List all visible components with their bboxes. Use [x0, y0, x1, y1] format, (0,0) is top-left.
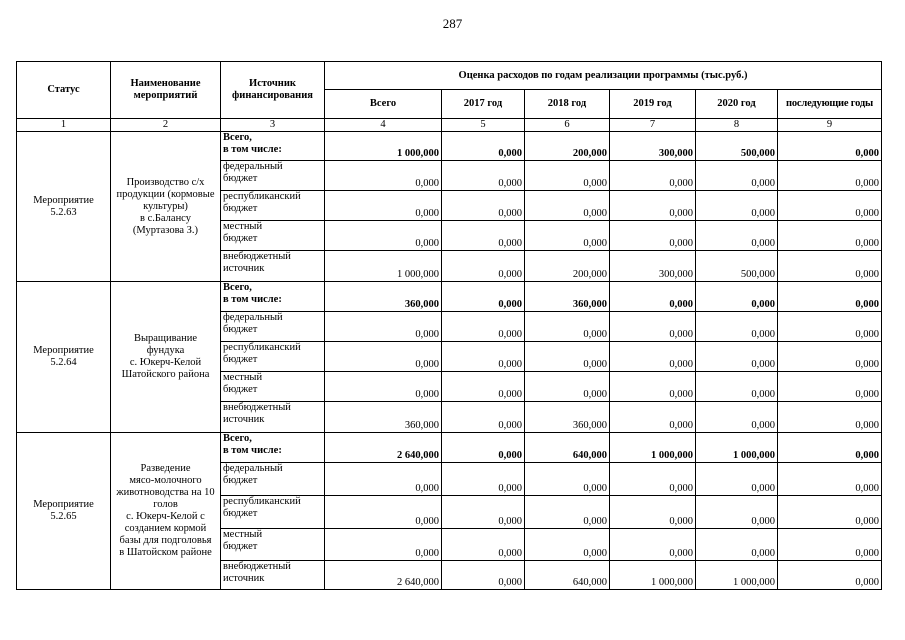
amount-cell: 2 640,000	[325, 561, 442, 590]
event-name-line: Производство с/х	[126, 176, 205, 188]
amount-cell: 500,000	[696, 251, 778, 282]
funding-source-line: источник	[223, 263, 265, 274]
amount-cell: 0,000	[696, 221, 778, 251]
event-name-line: культуры)	[143, 200, 188, 212]
funding-source-line: местный	[223, 529, 263, 540]
amount-cell: 640,000	[525, 433, 610, 463]
amount-cell: 0,000	[778, 496, 882, 529]
amount-cell: 0,000	[442, 191, 525, 221]
amount-cell: 0,000	[778, 132, 882, 161]
amount-cell: 0,000	[610, 402, 696, 433]
amount-cell: 200,000	[525, 251, 610, 282]
event-name-cell	[111, 433, 221, 590]
table-row	[17, 433, 882, 463]
amount-cell: 0,000	[610, 221, 696, 251]
event-name-line: фундука	[146, 345, 185, 356]
column-index: 4	[325, 119, 442, 132]
funding-source-line: бюджет	[223, 354, 258, 365]
amount-cell: 0,000	[696, 463, 778, 496]
amount-cell: 360,000	[525, 282, 610, 312]
col-header-year: последующие годы	[778, 90, 882, 119]
amount-cell: 0,000	[442, 496, 525, 529]
funding-source-line: Всего,	[223, 282, 252, 293]
funding-source-cell	[221, 402, 325, 433]
funding-source-line: республиканский	[223, 496, 301, 507]
amount-cell: 0,000	[325, 372, 442, 402]
amount-cell: 200,000	[525, 132, 610, 161]
funding-source-line: местный	[223, 372, 263, 383]
amount-cell: 0,000	[778, 282, 882, 312]
funding-source-line: республиканский	[223, 342, 301, 353]
event-name-line: в Шатойском районе	[119, 547, 212, 558]
amount-cell: 0,000	[696, 191, 778, 221]
col-header-year: 2020 год	[696, 90, 778, 119]
col-header-estimate: Оценка расходов по годам реализации программы (тыс.руб.)	[325, 62, 882, 90]
funding-source-line: внебюджетный	[223, 402, 291, 413]
amount-cell: 0,000	[778, 342, 882, 372]
amount-cell: 0,000	[610, 342, 696, 372]
amount-cell: 0,000	[696, 312, 778, 342]
amount-cell: 640,000	[525, 561, 610, 590]
amount-cell: 1 000,000	[325, 251, 442, 282]
amount-cell: 0,000	[525, 372, 610, 402]
funding-source-line: федеральный	[223, 312, 283, 323]
event-name-line: Выращивание	[133, 333, 198, 344]
col-header-source: Источник финансирования	[221, 62, 325, 119]
amount-cell: 0,000	[442, 161, 525, 191]
funding-source-line: бюджет	[223, 384, 258, 395]
funding-source-line: в том числе:	[223, 144, 282, 155]
funding-source-cell	[221, 372, 325, 402]
funding-source-cell	[221, 132, 325, 161]
amount-cell: 1 000,000	[610, 561, 696, 590]
column-index: 3	[221, 119, 325, 132]
amount-cell: 0,000	[778, 161, 882, 191]
amount-cell: 0,000	[325, 496, 442, 529]
amount-cell: 0,000	[696, 402, 778, 433]
column-index: 5	[442, 119, 525, 132]
budget-table	[16, 61, 882, 590]
funding-source-cell	[221, 282, 325, 312]
funding-source-cell	[221, 312, 325, 342]
amount-cell: 0,000	[525, 312, 610, 342]
amount-cell: 0,000	[325, 161, 442, 191]
column-index: 6	[525, 119, 610, 132]
amount-cell: 0,000	[325, 342, 442, 372]
amount-cell: 0,000	[442, 433, 525, 463]
event-name-line: созданием кормой	[124, 523, 207, 534]
event-name-line: голов	[153, 499, 178, 510]
amount-cell: 0,000	[525, 496, 610, 529]
amount-cell: 0,000	[610, 372, 696, 402]
amount-cell: 0,000	[442, 312, 525, 342]
funding-source-line: источник	[223, 414, 265, 425]
amount-cell: 0,000	[610, 529, 696, 561]
amount-cell: 0,000	[778, 251, 882, 282]
col-header-year: 2017 год	[442, 90, 525, 119]
amount-cell: 1 000,000	[325, 132, 442, 161]
event-status-line: 5.2.65	[50, 511, 77, 522]
funding-source-line: внебюджетный	[223, 561, 291, 572]
amount-cell: 0,000	[696, 372, 778, 402]
event-name-line: продукции (кормовые	[116, 188, 215, 200]
event-name-line: с. Юкерч-Келой	[129, 357, 202, 368]
amount-cell: 0,000	[442, 132, 525, 161]
funding-source-cell	[221, 496, 325, 529]
amount-cell: 0,000	[696, 496, 778, 529]
funding-source-line: бюджет	[223, 173, 258, 184]
table-row	[17, 132, 882, 161]
amount-cell: 0,000	[442, 251, 525, 282]
table-body	[17, 132, 882, 590]
funding-source-cell	[221, 561, 325, 590]
amount-cell: 0,000	[442, 402, 525, 433]
amount-cell: 0,000	[525, 161, 610, 191]
amount-cell: 0,000	[442, 282, 525, 312]
amount-cell: 0,000	[778, 433, 882, 463]
funding-source-line: Всего,	[223, 132, 252, 143]
event-name-line: в с.Балансу	[140, 212, 191, 224]
amount-cell: 360,000	[525, 402, 610, 433]
column-index: 9	[778, 119, 882, 132]
amount-cell: 0,000	[325, 312, 442, 342]
col-header-year: 2019 год	[610, 90, 696, 119]
amount-cell: 0,000	[610, 282, 696, 312]
amount-cell: 360,000	[325, 402, 442, 433]
funding-source-line: местный	[223, 221, 263, 232]
event-status-line: 5.2.63	[50, 206, 77, 218]
amount-cell: 0,000	[610, 496, 696, 529]
funding-source-cell	[221, 221, 325, 251]
table-row	[17, 282, 882, 312]
column-index: 8	[696, 119, 778, 132]
amount-cell: 1 000,000	[696, 561, 778, 590]
event-name-line: животноводства на 10	[116, 487, 215, 498]
funding-source-line: в том числе:	[223, 445, 282, 456]
event-status-cell	[17, 132, 111, 282]
amount-cell: 300,000	[610, 251, 696, 282]
event-name-line: Разведение	[140, 463, 191, 474]
funding-source-cell	[221, 529, 325, 561]
amount-cell: 0,000	[442, 529, 525, 561]
funding-source-cell	[221, 161, 325, 191]
funding-source-line: бюджет	[223, 324, 258, 335]
amount-cell: 0,000	[778, 221, 882, 251]
event-name-cell	[111, 132, 221, 282]
funding-source-line: бюджет	[223, 233, 258, 244]
amount-cell: 0,000	[442, 221, 525, 251]
amount-cell: 0,000	[525, 529, 610, 561]
event-name-line: (Муртазова З.)	[132, 224, 199, 236]
funding-source-line: республиканский	[223, 191, 301, 202]
funding-source-line: Всего,	[223, 433, 252, 444]
funding-source-line: федеральный	[223, 463, 283, 474]
funding-source-line: бюджет	[223, 475, 258, 486]
amount-cell: 0,000	[778, 191, 882, 221]
event-name-line: с. Юкерч-Келой с	[126, 511, 205, 522]
amount-cell: 0,000	[696, 282, 778, 312]
funding-source-line: бюджет	[223, 203, 258, 214]
col-header-status: Статус	[17, 62, 111, 119]
amount-cell: 500,000	[696, 132, 778, 161]
event-status-cell	[17, 282, 111, 433]
col-header-name: Наименование мероприятий	[111, 62, 221, 119]
amount-cell: 0,000	[778, 529, 882, 561]
amount-cell: 0,000	[325, 191, 442, 221]
event-status-line: Мероприятие	[33, 499, 94, 510]
amount-cell: 0,000	[442, 342, 525, 372]
amount-cell: 0,000	[610, 463, 696, 496]
amount-cell: 0,000	[525, 191, 610, 221]
amount-cell: 0,000	[610, 191, 696, 221]
amount-cell: 0,000	[696, 161, 778, 191]
amount-cell: 0,000	[525, 342, 610, 372]
col-header-year: 2018 год	[525, 90, 610, 119]
funding-source-line: в том числе:	[223, 294, 282, 305]
event-status-line: Мероприятие	[33, 194, 94, 206]
event-name-line: мясо-молочного	[129, 475, 202, 486]
amount-cell: 0,000	[525, 221, 610, 251]
amount-cell: 0,000	[525, 463, 610, 496]
amount-cell: 0,000	[325, 529, 442, 561]
amount-cell: 360,000	[325, 282, 442, 312]
event-name-line: Шатойского района	[121, 369, 210, 380]
funding-source-cell	[221, 463, 325, 496]
amount-cell: 0,000	[778, 463, 882, 496]
funding-source-line: бюджет	[223, 508, 258, 519]
amount-cell: 0,000	[610, 161, 696, 191]
amount-cell: 0,000	[696, 529, 778, 561]
column-index: 2	[111, 119, 221, 132]
funding-source-line: источник	[223, 573, 265, 584]
amount-cell: 0,000	[778, 372, 882, 402]
funding-source-line: внебюджетный	[223, 251, 291, 262]
funding-source-line: бюджет	[223, 541, 258, 552]
funding-source-cell	[221, 191, 325, 221]
column-index: 7	[610, 119, 696, 132]
amount-cell: 0,000	[696, 342, 778, 372]
amount-cell: 0,000	[778, 312, 882, 342]
column-index: 1	[17, 119, 111, 132]
event-status-cell	[17, 433, 111, 590]
col-header-year: Всего	[325, 90, 442, 119]
funding-source-cell	[221, 342, 325, 372]
amount-cell: 1 000,000	[696, 433, 778, 463]
amount-cell: 2 640,000	[325, 433, 442, 463]
amount-cell: 0,000	[778, 402, 882, 433]
amount-cell: 0,000	[778, 561, 882, 590]
amount-cell: 0,000	[610, 312, 696, 342]
funding-source-cell	[221, 251, 325, 282]
event-name-line: базы для подголовья	[119, 535, 212, 546]
event-name-cell	[111, 282, 221, 433]
event-status-line: 5.2.64	[50, 357, 77, 368]
amount-cell: 0,000	[325, 221, 442, 251]
amount-cell: 300,000	[610, 132, 696, 161]
amount-cell: 0,000	[442, 463, 525, 496]
event-status-line: Мероприятие	[33, 345, 94, 356]
amount-cell: 0,000	[325, 463, 442, 496]
amount-cell: 0,000	[442, 561, 525, 590]
amount-cell: 1 000,000	[610, 433, 696, 463]
amount-cell: 0,000	[442, 372, 525, 402]
page-number: 287	[442, 16, 463, 31]
funding-source-cell	[221, 433, 325, 463]
funding-source-line: федеральный	[223, 161, 283, 172]
